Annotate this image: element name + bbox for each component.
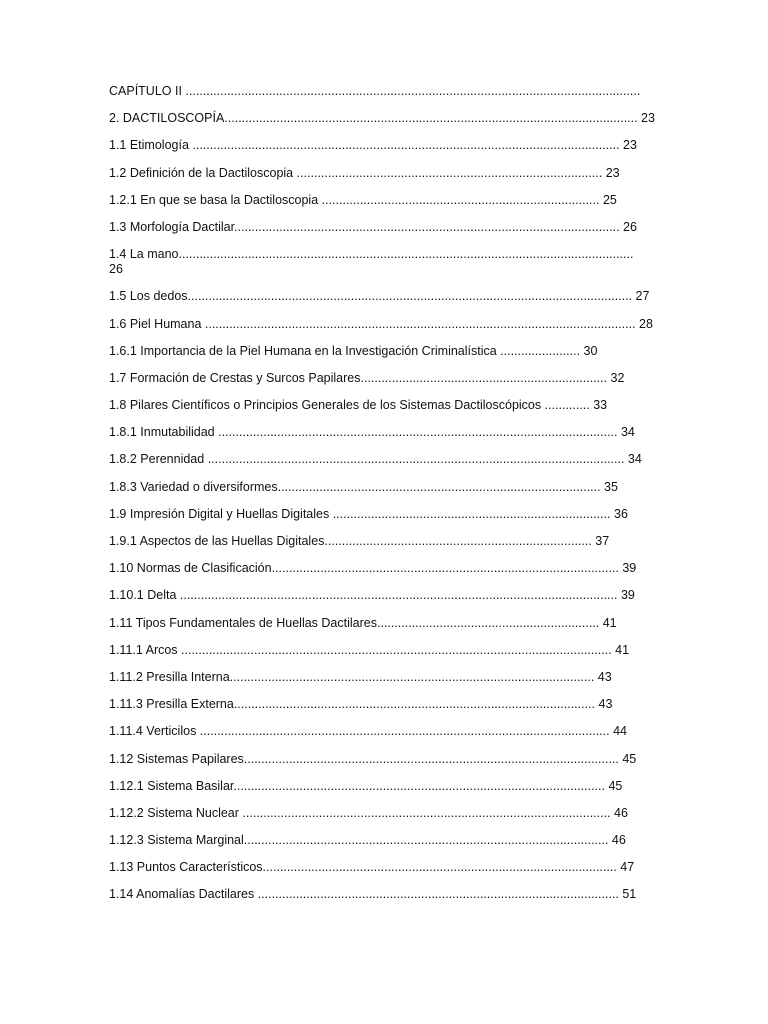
- table-of-contents: [109, 84, 669, 915]
- toc-entry-1-12-2: 1.12.2 Sistema Nuclear .......................................................................................................... 46: [109, 805, 628, 820]
- toc-entry-1-7: 1.7 Formación de Crestas y Surcos Papilares....................................................................... 32: [109, 370, 625, 385]
- toc-entry-1-9: 1.9 Impresión Digital y Huellas Digitales ................................................................................ 36: [109, 506, 628, 521]
- toc-entry-1-10-1: 1.10.1 Delta .............................................................................................................................. 39: [109, 588, 635, 603]
- toc-entry-1-4-page: 26: [109, 262, 123, 277]
- toc-entry-1-6: 1.6 Piel Humana ............................................................................................................................ 28: [109, 316, 653, 331]
- toc-entry-1-11: 1.11 Tipos Fundamentales de Huellas Dactilares................................................................ 41: [109, 615, 617, 630]
- toc-entry-1-11-1: 1.11.1 Arcos ............................................................................................................................ 41: [109, 642, 630, 657]
- toc-entry-1-8: 1.8 Pilares Científicos o Principios Generales de los Sistemas Dactiloscópicos ............. 33: [109, 398, 608, 413]
- toc-entry-1-2: 1.2 Definición de la Dactiloscopia ........................................................................................ 23: [109, 165, 620, 180]
- toc-entry-1-12-3: 1.12.3 Sistema Marginal......................................................................................................... 46: [109, 833, 626, 848]
- toc-entry-1-8-3: 1.8.3 Variedad o diversiformes............................................................................................. 35: [109, 479, 618, 494]
- toc-entry-1-2-1: 1.2.1 En que se basa la Dactiloscopia ................................................................................ 25: [109, 192, 617, 207]
- toc-entry-1-11-3: 1.11.3 Presilla Externa........................................................................................................ 43: [109, 697, 613, 712]
- toc-entry-1-11-4: 1.11.4 Verticilos ...................................................................................................................... 44: [109, 724, 627, 739]
- toc-entry-dactiloscopia: 2. DACTILOSCOPÍA....................................................................................................................... 23: [109, 111, 655, 126]
- toc-entry-1-10: 1.10 Normas de Clasificación.................................................................................................... 39: [109, 561, 637, 576]
- toc-entry-1-4: [109, 247, 669, 277]
- toc-entry-1-5: 1.5 Los dedos................................................................................................................................ 27: [109, 289, 650, 304]
- toc-entry-1-12-1: 1.12.1 Sistema Basilar........................................................................................................... 45: [109, 778, 623, 793]
- toc-entry-1-9-1: 1.9.1 Aspectos de las Huellas Digitales............................................................................. 37: [109, 534, 610, 548]
- toc-entry-1-14: 1.14 Anomalías Dactilares ........................................................................................................ 51: [109, 887, 637, 902]
- toc-entry-1-1: 1.1 Etimología ........................................................................................................................... 23: [109, 138, 637, 153]
- toc-entry-1-12: 1.12 Sistemas Papilares............................................................................................................ 45: [109, 751, 637, 766]
- toc-entry-1-13: 1.13 Puntos Característicos...................................................................................................... 47: [109, 860, 635, 875]
- toc-entry-1-4-title: 1.4 La mano...................................................................................................................................: [109, 247, 634, 262]
- toc-entry-1-6-1: 1.6.1 Importancia de la Piel Humana en la Investigación Criminalística ....................... 30: [109, 343, 598, 358]
- toc-entry-1-3: 1.3 Morfología Dactilar............................................................................................................... 26: [109, 219, 637, 234]
- toc-entry-capitulo-ii: CAPÍTULO II ...................................................................................................................................: [109, 84, 641, 98]
- toc-entry-1-8-1: 1.8.1 Inmutabilidad ................................................................................................................... 34: [109, 425, 635, 440]
- toc-entry-1-11-2: 1.11.2 Presilla Interna......................................................................................................... 43: [109, 669, 612, 684]
- toc-entry-1-8-2: 1.8.2 Perennidad ........................................................................................................................ 34: [109, 452, 642, 467]
